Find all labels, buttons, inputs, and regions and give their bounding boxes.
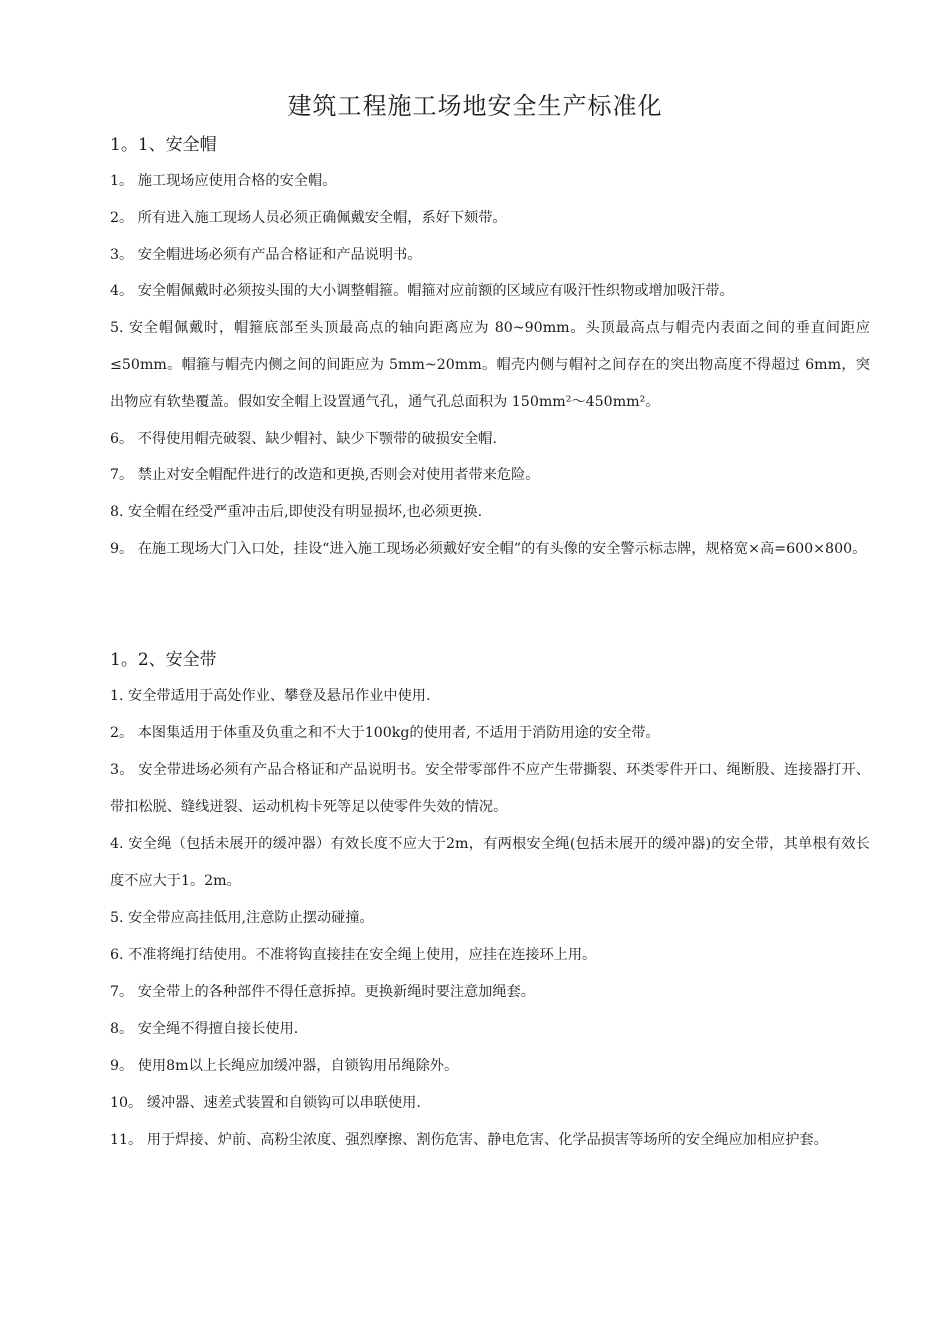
- list-item: 10。 缓冲器、速差式装置和自锁钩可以串联使用.: [110, 1095, 421, 1111]
- section-heading: 1。2、安全带: [110, 650, 217, 670]
- section-safety-belt: [110, 646, 870, 1159]
- list-item: 11。 用于焊接、炉前、高粉尘浓度、强烈摩擦、割伤危害、静电危害、化学品损害等场所的安全绳应加相应护套。: [110, 1132, 828, 1148]
- list-item: 6. 不准将绳打结使用。不准将钩直接挂在安全绳上使用，应挂在连接环上用。: [110, 947, 597, 963]
- list-item: 8。 安全绳不得擅自接长使用.: [110, 1021, 299, 1037]
- list-item: 3。 安全带进场必须有产品合格证和产品说明书。安全带零部件不应产生带撕裂、环类零件开口、绳断股、连接器打开、带扣松脱、缝线迸裂、运动机构卡死等足以使零件失效的情况。: [110, 762, 870, 815]
- list-item: 7。 禁止对安全帽配件进行的改造和更换,否则会对使用者带来危险。: [110, 467, 540, 484]
- list-item: 9。 在施工现场大门入口处，挂设“进入施工现场必须戴好安全帽”的有头像的安全警示标志牌，规格宽×高=600×800。: [110, 540, 867, 557]
- list-item: 6。 不得使用帽壳破裂、缺少帽衬、缺少下颚带的破损安全帽.: [110, 430, 497, 447]
- list-item: 3。 安全帽进场必须有产品合格证和产品说明书。: [110, 246, 422, 263]
- list-item: 5. 安全带应高挂低用,注意防止摆动碰撞。: [110, 910, 374, 926]
- document-title: 建筑工程施工场地安全生产标准化: [287, 92, 663, 120]
- list-item: 9。 使用8m以上长绳应加缓冲器，自锁钩用吊绳除外。: [110, 1058, 459, 1074]
- list-item: 4. 安全绳（包括未展开的缓冲器）有效长度不应大于2m，有两根安全绳(包括未展开的缓冲器)的安全带，其单根有效长度不应大于1。2m。: [110, 836, 870, 889]
- list-item: 4。 安全帽佩戴时必须按头围的大小调整帽箍。帽箍对应前额的区域应有吸汗性织物或增加吸汗带。: [110, 283, 734, 300]
- list-item: 2。 本图集适用于体重及负重之和不大于100kg的使用者, 不适用于消防用途的安全带。: [110, 725, 660, 741]
- list-item: 2。 所有进入施工现场人员必须正确佩戴安全帽，系好下颏带。: [110, 209, 507, 226]
- list-item: 1。 施工现场应使用合格的安全帽。: [110, 173, 337, 189]
- section-heading: 1。1、安全帽: [110, 135, 217, 155]
- section-safety-helmet: [110, 131, 870, 568]
- list-item: 1. 安全带适用于高处作业、攀登及悬吊作业中使用.: [110, 688, 431, 704]
- list-item: 8. 安全帽在经受严重冲击后,即使没有明显损坏,也必须更换.: [110, 504, 483, 521]
- list-item: 5. 安全帽佩戴时，帽箍底部至头顶最高点的轴向距离应为 80~90mm。头顶最高点与帽壳内表面之间的垂直间距应≤50mm。帽箍与帽壳内侧之间的间距应为 5mm~20mm。帽壳内侧与帽衬之间存在的突出物高度不得超过 6mm，突出物应有软垫覆盖。假如安全帽上设置通气孔，通气孔总面积为 150mm²～450mm²。: [110, 320, 870, 410]
- list-item: 7。 安全带上的各种部件不得任意拆掉。更换新绳时要注意加绳套。: [110, 984, 535, 1000]
